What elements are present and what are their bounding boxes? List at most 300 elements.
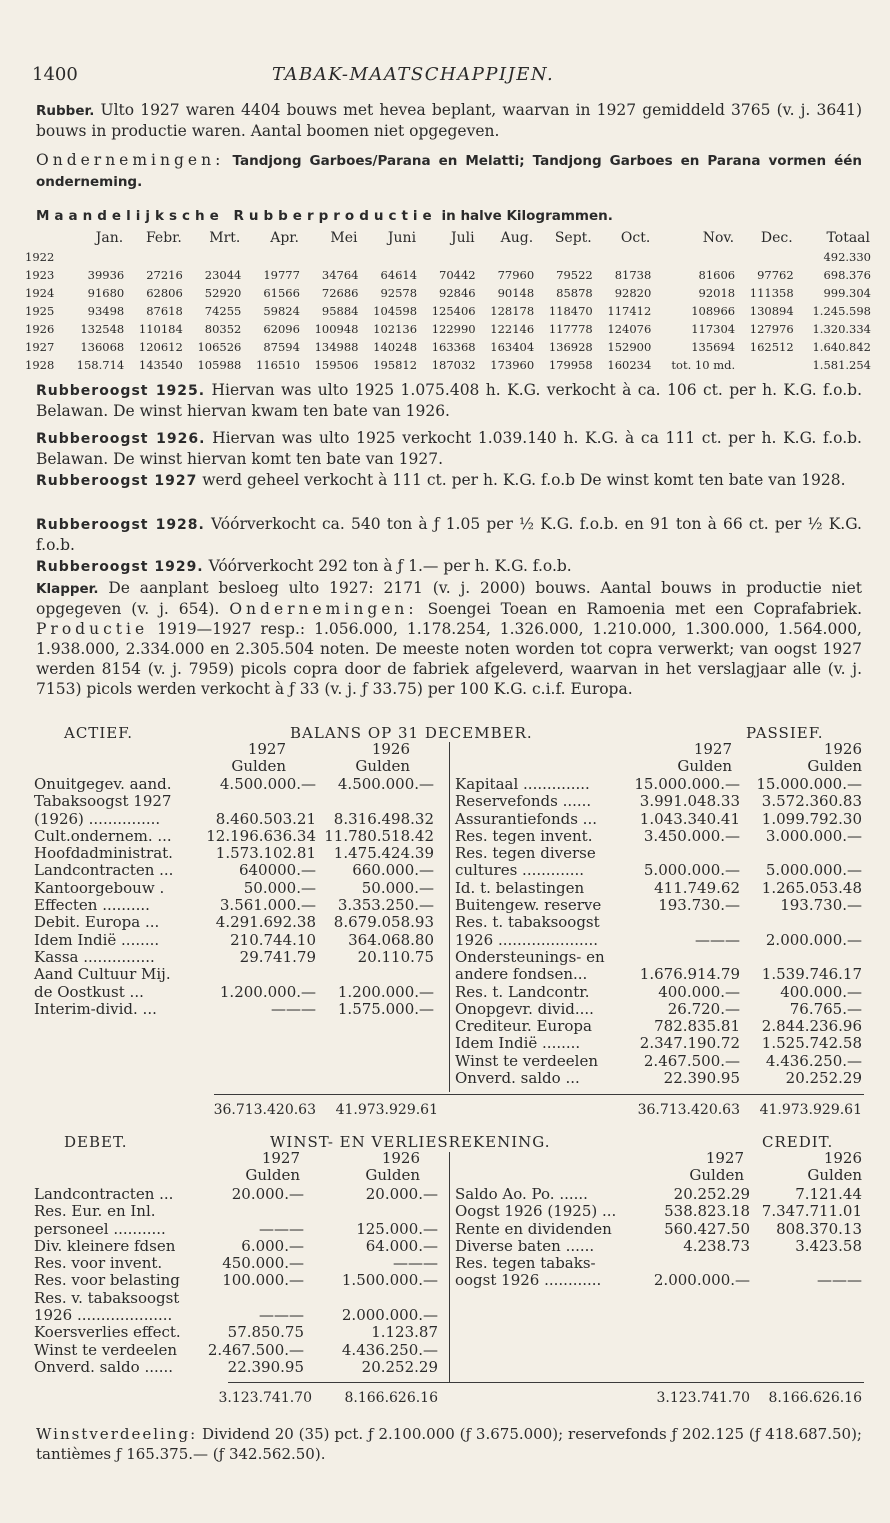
value-cell: 124076 bbox=[607, 322, 652, 336]
debet-label-cell: Landcontracten ... bbox=[34, 1185, 174, 1203]
running-title: TABAK-MAATSCHAPPIJEN. bbox=[272, 64, 555, 85]
passief-label-cell: Onopgevr. divid.... bbox=[455, 999, 594, 1018]
actief-label-cell: Aand Cultuur Mij. bbox=[34, 965, 171, 984]
rubberoogst-heading: Rubberoogst 1929. bbox=[36, 559, 204, 575]
klapper-heading: Klapper. bbox=[36, 581, 99, 597]
value-cell: 187032 bbox=[431, 358, 476, 372]
rubberoogst-text: Hiervan was ulto 1925 1.075.408 h. K.G. verkocht à ca. 106 ct. per h. K.G. f.o.b. Belawan. De winst hiervan kwam ten bate van 1926. bbox=[36, 381, 863, 420]
value-cell: 105988 bbox=[197, 358, 242, 372]
debet-1926-cell: 1.123.87 bbox=[371, 1323, 438, 1342]
klapper-text-3: 1919—1927 resp.: 1.056.000, 1.178.254, 1.326.000, 1.210.000, 1.300.000, 1.564.000, 1.938.000, 2.334.000 en 2.305.504 noten. De meeste noten worden tot copra verwerkt; van oogst 1927 werden 8154 (v. j. 7959) picols copra door de fabriek afgeleverd, waarvan in het verslagjaar alle (v. j. 7153) picols werden verkocht à ƒ 33 (v. j. ƒ 33.75) per 100 K.G. c.i.f. Europa. bbox=[36, 620, 862, 698]
value-cell: 81738 bbox=[614, 268, 652, 282]
passief-1926-cell: 15.000.000.— bbox=[756, 775, 862, 793]
wv-right-header-a bbox=[660, 1150, 744, 1185]
value-cell: 87594 bbox=[263, 340, 300, 354]
debet-caption: DEBET. bbox=[64, 1133, 128, 1151]
passief-label-cell: Reservefonds ...... bbox=[455, 792, 592, 811]
rubber-heading: Rubber. bbox=[36, 103, 95, 119]
month-column-header: Jan. bbox=[95, 230, 124, 246]
value-cell: 104598 bbox=[373, 304, 418, 318]
value-cell: 19777 bbox=[263, 268, 300, 282]
table-row bbox=[24, 356, 872, 374]
debet-1927-cell: ——— bbox=[259, 1306, 304, 1325]
unit-label: Gulden bbox=[355, 757, 410, 776]
page-number: 1400 bbox=[32, 64, 78, 85]
value-cell: 195812 bbox=[373, 358, 418, 372]
value-cell: 59824 bbox=[263, 304, 300, 318]
actief-label-cell: Idem Indië ........ bbox=[34, 930, 160, 949]
value-cell: 136068 bbox=[80, 340, 125, 354]
value-cell: 97762 bbox=[757, 268, 794, 282]
value-cell: 116510 bbox=[256, 358, 300, 372]
rubberoogst-text: Hiervan was ulto 1925 verkocht 1.039.140 h. K.G. à ca 111 ct. per h. K.G. f.o.b. Belawan. De winst hiervan komt ten bate van 1927. bbox=[36, 429, 862, 468]
passief-1927-cell: 193.730.— bbox=[658, 896, 740, 915]
credit-1926-cell bbox=[752, 1255, 862, 1272]
rubberoogst-heading: Rubberoogst 1928. bbox=[36, 517, 205, 533]
value-cell bbox=[62, 248, 125, 266]
actief-label-cell: Interim-divid. ... bbox=[34, 999, 157, 1018]
passief-1926-cell: 1.539.746.17 bbox=[761, 965, 862, 984]
value-cell bbox=[184, 248, 243, 266]
rubber-production-table bbox=[24, 228, 872, 374]
value-cell: 1.640.842 bbox=[812, 340, 871, 354]
value-cell: 39936 bbox=[87, 268, 125, 282]
year-cell: 1927 bbox=[25, 340, 55, 354]
debet-1926-cell: 125.000.— bbox=[356, 1219, 438, 1238]
debet-1926-cell bbox=[316, 1203, 438, 1220]
wv-right-header-b bbox=[770, 1150, 862, 1185]
value-cell: 95884 bbox=[321, 304, 359, 318]
actief-1927-cell: 1.200.000.— bbox=[219, 982, 316, 1001]
value-cell: 70442 bbox=[439, 268, 476, 282]
value-cell bbox=[736, 248, 795, 266]
footer-label: Winstverdeeling: bbox=[36, 1425, 198, 1443]
value-cell: 120612 bbox=[138, 340, 183, 354]
rubberoogst-paragraph bbox=[36, 470, 862, 491]
wv-total-right-b: 8.166.626.16 bbox=[768, 1390, 862, 1406]
value-cell bbox=[125, 248, 184, 266]
unit-label: Gulden bbox=[677, 757, 732, 776]
value-cell: 74255 bbox=[204, 304, 242, 318]
value-cell bbox=[477, 248, 536, 266]
debet-1927-cell: 57.850.75 bbox=[227, 1323, 304, 1342]
passief-label-cell: Crediteur. Europa bbox=[455, 1017, 592, 1036]
value-cell: 1.320.334 bbox=[812, 322, 871, 336]
value-cell: 93498 bbox=[87, 304, 125, 318]
actief-1927-cell: 210.744.10 bbox=[230, 930, 316, 949]
debet-label-cell: Onverd. saldo ...... bbox=[34, 1357, 174, 1376]
actief-label-cell: Effecten .......... bbox=[34, 896, 150, 915]
balans-total-right-b: 41.973.929.61 bbox=[759, 1102, 862, 1118]
value-cell: 134988 bbox=[314, 340, 359, 354]
actief-label-cell: Landcontracten ... bbox=[34, 861, 174, 880]
wv-total-right-a: 3.123.741.70 bbox=[656, 1390, 750, 1406]
unit-label: Gulden bbox=[231, 757, 286, 776]
actief-caption: ACTIEF. bbox=[64, 724, 134, 742]
value-cell: 27216 bbox=[146, 268, 183, 282]
debet-1927-column bbox=[200, 1186, 304, 1376]
year-cell: 1925 bbox=[25, 304, 55, 318]
value-cell: 1.581.254 bbox=[812, 358, 871, 372]
value-cell: 128178 bbox=[490, 304, 535, 318]
actief-label-cell: Onuitgegev. aand. bbox=[34, 775, 172, 793]
passief-label-cell: Ondersteunings- en bbox=[455, 947, 605, 966]
passief-label-cell: Id. t. belastingen bbox=[455, 878, 585, 897]
credit-label-cell: Saldo Ao. Po. ...... bbox=[455, 1185, 588, 1203]
value-cell: 125406 bbox=[431, 304, 476, 318]
balans-right-header-a bbox=[640, 741, 732, 776]
rubberoogst-text: werd geheel verkocht à 111 ct. per h. K.G. f.o.b De winst komt ten bate van 1928. bbox=[202, 471, 846, 489]
passief-1927-cell bbox=[632, 914, 740, 931]
value-cell: 23044 bbox=[204, 268, 242, 282]
passief-1926-column bbox=[748, 776, 862, 1087]
passief-label-cell: 1926 ..................... bbox=[455, 930, 599, 949]
month-column-header: Sept. bbox=[554, 230, 592, 246]
unit-label: Gulden bbox=[245, 1166, 300, 1185]
actief-1926-cell: 660.000.— bbox=[352, 861, 434, 880]
passief-1926-cell: 4.436.250.— bbox=[765, 1051, 862, 1070]
klapper-prod-label: Productie bbox=[36, 620, 149, 638]
value-cell bbox=[359, 248, 418, 266]
value-cell: 127976 bbox=[749, 322, 794, 336]
year-cell: 1928 bbox=[25, 358, 55, 372]
actief-1926-cell bbox=[320, 793, 434, 810]
year-label: 1927 bbox=[247, 740, 286, 758]
wv-total-left-a: 3.123.741.70 bbox=[218, 1390, 312, 1406]
actief-1927-cell bbox=[196, 793, 316, 810]
passief-label-cell: Res. t. Landcontr. bbox=[455, 982, 590, 1001]
value-cell bbox=[242, 248, 301, 266]
credit-1926-cell: 808.370.13 bbox=[776, 1219, 862, 1238]
passief-1926-cell bbox=[748, 845, 862, 862]
rubberoogst-paragraph bbox=[36, 428, 862, 469]
credit-1926-cell: 7.121.44 bbox=[795, 1185, 862, 1203]
actief-1927-cell: 8.460.503.21 bbox=[215, 809, 316, 828]
actief-label-cell: Debit. Europa ... bbox=[34, 913, 160, 932]
ondernemingen-label: Ondernemingen: bbox=[36, 151, 225, 169]
rubber-table-title-rest: in halve Kilogrammen. bbox=[441, 208, 613, 224]
passief-1926-cell: 400.000.— bbox=[780, 982, 862, 1001]
actief-label-cell: Kantoorgebouw . bbox=[34, 878, 165, 897]
value-cell: 100948 bbox=[314, 322, 359, 336]
value-cell: 92820 bbox=[614, 286, 652, 300]
value-cell: 102136 bbox=[373, 322, 418, 336]
wv-divider bbox=[449, 1152, 450, 1382]
value-cell: 117304 bbox=[691, 322, 736, 336]
value-cell: 135694 bbox=[691, 340, 736, 354]
value-cell bbox=[736, 356, 795, 374]
value-cell: 143540 bbox=[138, 358, 183, 372]
actief-label-cell: de Oostkust ... bbox=[34, 982, 144, 1001]
passief-label-cell: cultures ............. bbox=[455, 861, 585, 880]
passief-1927-cell: 2.347.190.72 bbox=[639, 1034, 740, 1053]
value-cell: 92018 bbox=[698, 286, 736, 300]
value-cell: 87618 bbox=[146, 304, 183, 318]
credit-caption: CREDIT. bbox=[762, 1133, 834, 1151]
actief-label-cell: (1926) ............... bbox=[34, 809, 161, 828]
value-cell: 92846 bbox=[439, 286, 476, 300]
passief-1926-cell bbox=[748, 914, 862, 931]
passief-label-cell: Idem Indië ........ bbox=[455, 1034, 581, 1053]
actief-label-cell: Cult.ondernem. ... bbox=[34, 826, 172, 845]
debet-label-cell: Res. v. tabaksoogst bbox=[34, 1288, 180, 1307]
debet-1926-cell: 64.000.— bbox=[365, 1236, 438, 1255]
value-cell: 81606 bbox=[698, 268, 736, 282]
value-cell: 140248 bbox=[373, 340, 418, 354]
credit-label-cell: Oogst 1926 (1925) ... bbox=[455, 1202, 617, 1221]
value-cell: 492.330 bbox=[823, 250, 871, 264]
debet-label-cell: Res. voor invent. bbox=[34, 1254, 163, 1273]
debet-label-cell: personeel ........... bbox=[34, 1219, 166, 1238]
credit-label-column bbox=[455, 1186, 655, 1290]
value-cell: 163404 bbox=[490, 340, 535, 354]
year-cell: 1923 bbox=[25, 268, 55, 282]
credit-1926-cell: ——— bbox=[817, 1271, 862, 1290]
rubber-text: Ulto 1927 waren 4404 bouws met hevea beplant, waarvan in 1927 gemiddeld 3765 (v. j. 3641) bouws in productie waren. Aantal boomen niet opgegeven. bbox=[36, 101, 862, 140]
passief-label-cell: Kapitaal .............. bbox=[455, 775, 590, 793]
table-row bbox=[24, 248, 872, 266]
credit-1927-cell: 538.823.18 bbox=[664, 1202, 750, 1221]
debet-1926-cell: 4.436.250.— bbox=[341, 1340, 438, 1359]
value-cell: 91680 bbox=[87, 286, 125, 300]
rubber-table-title-spaced: Maandelijksche Rubberproductie bbox=[36, 208, 437, 224]
passief-label-cell: Onverd. saldo ... bbox=[455, 1069, 580, 1088]
value-cell: 117778 bbox=[548, 322, 593, 336]
actief-1926-cell: 1.200.000.— bbox=[337, 982, 434, 1001]
passief-1927-cell bbox=[632, 949, 740, 966]
klapper-paragraph bbox=[36, 578, 862, 699]
passief-1926-cell: 3.000.000.— bbox=[765, 826, 862, 845]
value-cell: 110184 bbox=[138, 322, 183, 336]
debet-label-column bbox=[34, 1186, 224, 1376]
passief-1926-cell: 193.730.— bbox=[780, 896, 862, 915]
debet-1926-column bbox=[316, 1186, 438, 1376]
actief-1926-cell: 1.475.424.39 bbox=[333, 844, 434, 863]
actief-1927-column bbox=[196, 776, 316, 1018]
passief-label-cell: Res. tegen diverse bbox=[455, 844, 596, 863]
value-cell: 173960 bbox=[490, 358, 535, 372]
value-cell: 72686 bbox=[321, 286, 359, 300]
passief-label-column bbox=[455, 776, 645, 1087]
passief-1927-cell: 400.000.— bbox=[658, 982, 740, 1001]
passief-1927-cell: 1.043.340.41 bbox=[639, 809, 740, 828]
credit-label-cell: Diverse baten ...... bbox=[455, 1236, 595, 1255]
table-row bbox=[24, 320, 872, 338]
value-cell: 34764 bbox=[321, 268, 359, 282]
year-cell: 1926 bbox=[25, 322, 55, 336]
actief-1927-cell: 1.573.102.81 bbox=[215, 844, 316, 863]
credit-1927-cell: 20.252.29 bbox=[673, 1185, 750, 1203]
year-label: 1926 bbox=[381, 1149, 420, 1167]
value-cell: 122146 bbox=[490, 322, 535, 336]
debet-1926-cell: 20.252.29 bbox=[361, 1357, 438, 1376]
passief-1927-column bbox=[632, 776, 740, 1087]
passief-1926-cell: 76.765.— bbox=[789, 999, 862, 1018]
value-cell bbox=[301, 248, 360, 266]
debet-1927-cell bbox=[200, 1203, 304, 1220]
unit-label: Gulden bbox=[689, 1166, 744, 1185]
rubberoogst-text: Vóórverkocht ca. 540 ton à ƒ 1.05 per ½ K.G. f.o.b. en 91 ton à 66 ct. per ½ K.G. f.o.b. bbox=[36, 515, 862, 554]
klapper-text-1: De aanplant besloeg ulto 1927: 2171 (v. j. 2000) bouws. Aantal bouws in productie niet opgegeven (v. j. 654). bbox=[36, 579, 862, 618]
value-cell bbox=[652, 248, 736, 266]
rubberoogst-heading: Rubberoogst 1927 bbox=[36, 473, 198, 489]
actief-1926-cell: 20.110.75 bbox=[357, 947, 434, 966]
balans-divider bbox=[449, 742, 450, 1092]
month-column-header: Aug. bbox=[500, 230, 534, 246]
actief-1927-cell: 12.196.636.34 bbox=[206, 826, 316, 845]
actief-1926-cell: 50.000.— bbox=[361, 878, 434, 897]
year-label: 1926 bbox=[823, 740, 862, 758]
rubberoogst-heading: Rubberoogst 1926. bbox=[36, 431, 206, 447]
actief-1926-cell: 8.679.058.93 bbox=[333, 913, 434, 932]
month-column-header: Mei bbox=[330, 230, 358, 246]
value-cell: 152900 bbox=[607, 340, 652, 354]
value-cell: 62096 bbox=[263, 322, 300, 336]
value-cell: 90148 bbox=[497, 286, 535, 300]
actief-label-cell: Hoofdadministrat. bbox=[34, 844, 173, 863]
debet-1926-cell: ——— bbox=[393, 1254, 438, 1273]
value-cell: 1.245.598 bbox=[812, 304, 871, 318]
passief-1927-cell: 411.749.62 bbox=[654, 878, 740, 897]
month-column-header: Juli bbox=[451, 230, 475, 246]
klapper-text-2: Soengei Toean en Ramoenia met een Coprafabriek. bbox=[427, 600, 863, 618]
actief-1927-cell: 29.741.79 bbox=[239, 947, 316, 966]
actief-1927-cell bbox=[196, 966, 316, 983]
table-row bbox=[24, 284, 872, 302]
balans-right-header-b bbox=[770, 741, 862, 776]
unit-label: Gulden bbox=[365, 1166, 420, 1185]
value-cell: 61566 bbox=[263, 286, 300, 300]
passief-1926-cell: 20.252.29 bbox=[785, 1069, 862, 1088]
passief-label-cell: Res. tegen invent. bbox=[455, 826, 593, 845]
wv-left-header-a bbox=[230, 1150, 300, 1185]
wv-total-left-b: 8.166.626.16 bbox=[344, 1390, 438, 1406]
credit-1926-cell: 7.347.711.01 bbox=[761, 1202, 862, 1221]
debet-label-cell: Res. Eur. en Inl. bbox=[34, 1202, 156, 1221]
actief-1927-cell: 4.500.000.— bbox=[219, 775, 316, 793]
value-cell bbox=[594, 248, 653, 266]
debet-1927-cell: 450.000.— bbox=[222, 1254, 304, 1273]
rubber-table-title bbox=[36, 206, 613, 224]
actief-1926-cell: 1.575.000.— bbox=[337, 999, 434, 1018]
year-cell: 1924 bbox=[25, 286, 55, 300]
debet-1926-cell: 1.500.000.— bbox=[341, 1271, 438, 1290]
actief-1927-cell: 3.561.000.— bbox=[219, 896, 316, 915]
ondernemingen-text: Tandjong Garboes/Parana en Melatti; Tandjong Garboes en Parana vormen één onderneming. bbox=[36, 153, 862, 190]
actief-1927-cell: 50.000.— bbox=[243, 878, 316, 897]
passief-label-cell: andere fondsen... bbox=[455, 965, 588, 984]
value-cell: 79522 bbox=[556, 268, 593, 282]
month-column-header: Febr. bbox=[145, 230, 182, 246]
actief-label-column bbox=[34, 776, 214, 1018]
balans-title: BALANS OP 31 DECEMBER. bbox=[290, 724, 533, 742]
year-label: 1927 bbox=[693, 740, 732, 758]
passief-1927-cell: 3.991.048.33 bbox=[639, 792, 740, 811]
table-row bbox=[24, 302, 872, 320]
month-column-header: Totaal bbox=[826, 230, 870, 246]
value-cell: 117412 bbox=[607, 304, 652, 318]
actief-1926-cell: 4.500.000.— bbox=[337, 775, 434, 793]
year-label: 1926 bbox=[371, 740, 410, 758]
debet-1927-cell: 2.467.500.— bbox=[207, 1340, 304, 1359]
actief-1927-cell: 640000.— bbox=[238, 861, 316, 880]
credit-1927-cell: 560.427.50 bbox=[664, 1219, 750, 1238]
passief-1927-cell: 782.835.81 bbox=[654, 1017, 740, 1036]
passief-1926-cell: 1.525.742.58 bbox=[761, 1034, 862, 1053]
passief-1926-cell: 1.099.792.30 bbox=[761, 809, 862, 828]
unit-label: Gulden bbox=[807, 1166, 862, 1185]
debet-1926-cell bbox=[316, 1290, 438, 1307]
credit-label-cell: oogst 1926 ............ bbox=[455, 1271, 602, 1290]
credit-1927-column bbox=[640, 1186, 750, 1290]
actief-1926-cell: 8.316.498.32 bbox=[333, 809, 434, 828]
value-cell: 999.304 bbox=[823, 286, 871, 300]
debet-label-cell: Div. kleinere fdsen bbox=[34, 1236, 176, 1255]
actief-1927-cell: ——— bbox=[271, 999, 316, 1018]
actief-1927-cell: 4.291.692.38 bbox=[215, 913, 316, 932]
rubberoogst-paragraph bbox=[36, 514, 862, 555]
value-cell: 62806 bbox=[146, 286, 183, 300]
unit-label: Gulden bbox=[807, 757, 862, 776]
rubber-paragraph bbox=[36, 100, 862, 141]
rubberoogst-text: Vóórverkocht 292 ton à ƒ 1.— per h. K.G. f.o.b. bbox=[208, 557, 572, 575]
rubberoogst-paragraph bbox=[36, 556, 862, 577]
month-column-header: Nov. bbox=[702, 230, 735, 246]
wv-left-header-b bbox=[350, 1150, 420, 1185]
value-cell: 92578 bbox=[380, 286, 418, 300]
value-cell: 111358 bbox=[749, 286, 794, 300]
debet-label-cell: Koersverlies effect. bbox=[34, 1323, 181, 1342]
table-row bbox=[24, 338, 872, 356]
year-label: 1926 bbox=[823, 1149, 862, 1167]
footer-text: Dividend 20 (35) pct. ƒ 2.100.000 (ƒ 3.675.000); reservefonds ƒ 202.125 (ƒ 418.687.50); tantièmes ƒ 165.375.— (ƒ 342.562.50). bbox=[36, 1425, 862, 1463]
balans-total-right-a: 36.713.420.63 bbox=[637, 1102, 740, 1118]
klapper-ond-label: Ondernemingen: bbox=[229, 600, 418, 618]
balans-left-header-a bbox=[216, 741, 286, 776]
passief-label-cell: Res. t. tabaksoogst bbox=[455, 913, 600, 932]
value-cell: 52920 bbox=[204, 286, 242, 300]
passief-1926-cell: 3.572.360.83 bbox=[761, 792, 862, 811]
year-column-header bbox=[24, 228, 62, 248]
month-column-header: Dec. bbox=[760, 230, 793, 246]
passief-1926-cell: 2.000.000.— bbox=[765, 930, 862, 949]
value-cell: 80352 bbox=[204, 322, 242, 336]
credit-1927-cell: 4.238.73 bbox=[683, 1236, 750, 1255]
debet-1926-cell: 2.000.000.— bbox=[341, 1306, 438, 1325]
credit-1927-cell: 2.000.000.— bbox=[653, 1271, 750, 1290]
passief-label-cell: Winst te verdeelen bbox=[455, 1051, 598, 1070]
debet-1927-cell: 100.000.— bbox=[222, 1271, 304, 1290]
actief-1926-cell: 11.780.518.42 bbox=[324, 826, 434, 845]
value-cell: 132548 bbox=[80, 322, 125, 336]
month-column-header: Mrt. bbox=[209, 230, 241, 246]
value-cell: 130894 bbox=[749, 304, 794, 318]
passief-1927-cell: 5.000.000.— bbox=[643, 861, 740, 880]
credit-label-cell: Res. tegen tabaks- bbox=[455, 1254, 596, 1273]
actief-label-cell: Tabaksoogst 1927 bbox=[34, 792, 172, 811]
month-column-header: Apr. bbox=[270, 230, 299, 246]
debet-1927-cell: 6.000.— bbox=[241, 1236, 304, 1255]
month-column-header: Oct. bbox=[620, 230, 651, 246]
debet-1927-cell: ——— bbox=[259, 1219, 304, 1238]
value-cell: 64614 bbox=[380, 268, 418, 282]
value-cell: 698.376 bbox=[823, 268, 871, 282]
actief-1926-cell bbox=[320, 966, 434, 983]
passief-1927-cell: 3.450.000.— bbox=[643, 826, 740, 845]
passief-1927-cell: 15.000.000.— bbox=[634, 775, 740, 793]
debet-label-cell: Winst te verdeelen bbox=[34, 1340, 177, 1359]
actief-label-cell: Kassa ............... bbox=[34, 947, 155, 966]
